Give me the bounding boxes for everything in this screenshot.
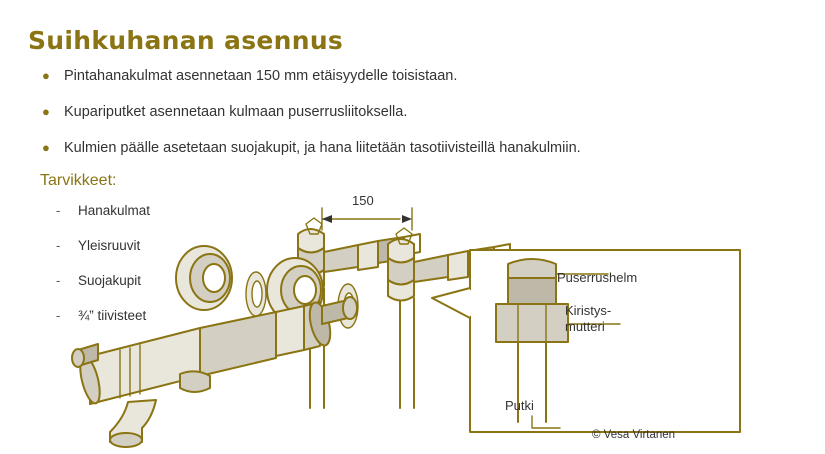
callout-label-puserrushelm: Puserrushelm — [557, 270, 638, 285]
bullet-dot-icon: ● — [42, 140, 50, 155]
accessory-label: ¾” tiivisteet — [78, 308, 147, 323]
accessories-heading: Tarvikkeet: — [40, 172, 117, 189]
accessory-label: Suojakupit — [78, 273, 142, 288]
bullet-dot-icon: ● — [42, 104, 50, 119]
callout-label-kiristysmutteri — [565, 303, 611, 335]
dash-icon: - — [56, 203, 61, 218]
callout-label-putki: Putki — [505, 398, 534, 413]
dimension-150 — [322, 208, 412, 230]
callout-kiristys-line2: mutteri — [565, 319, 605, 334]
bullet-text: Pintahanakulmat asennetaan 150 mm etäisyydelle toisistaan. — [64, 68, 458, 84]
bullet-text: Kupariputket asennetaan kulmaan puserrusliitoksella. — [64, 104, 408, 120]
bullet-list — [36, 66, 776, 174]
dash-icon: - — [56, 238, 61, 253]
dash-icon: - — [56, 273, 61, 288]
list-item — [36, 102, 776, 122]
seal-ring-left — [246, 272, 266, 316]
bullet-text: Kulmien päälle asetetaan suojakupit, ja hana liitetään tasotiivisteillä hanakulmiin. — [64, 140, 581, 156]
bullet-dot-icon: ● — [42, 68, 50, 83]
shower-mixer-diagram — [60, 178, 800, 448]
dash-icon: - — [56, 308, 61, 323]
list-item — [36, 138, 776, 158]
callout-kiristys-line1: Kiristys- — [565, 303, 612, 318]
protective-cup-left — [176, 246, 232, 310]
list-item — [36, 66, 776, 86]
dimension-label: 150 — [352, 193, 374, 208]
mixer-body — [72, 297, 357, 447]
accessory-label: Hanakulmat — [78, 203, 151, 218]
copyright-credit: © Vesa Virtanen — [592, 429, 676, 441]
accessory-label: Yleisruuvit — [78, 238, 141, 253]
page-title: Suihkuhanan asennus — [28, 26, 344, 55]
